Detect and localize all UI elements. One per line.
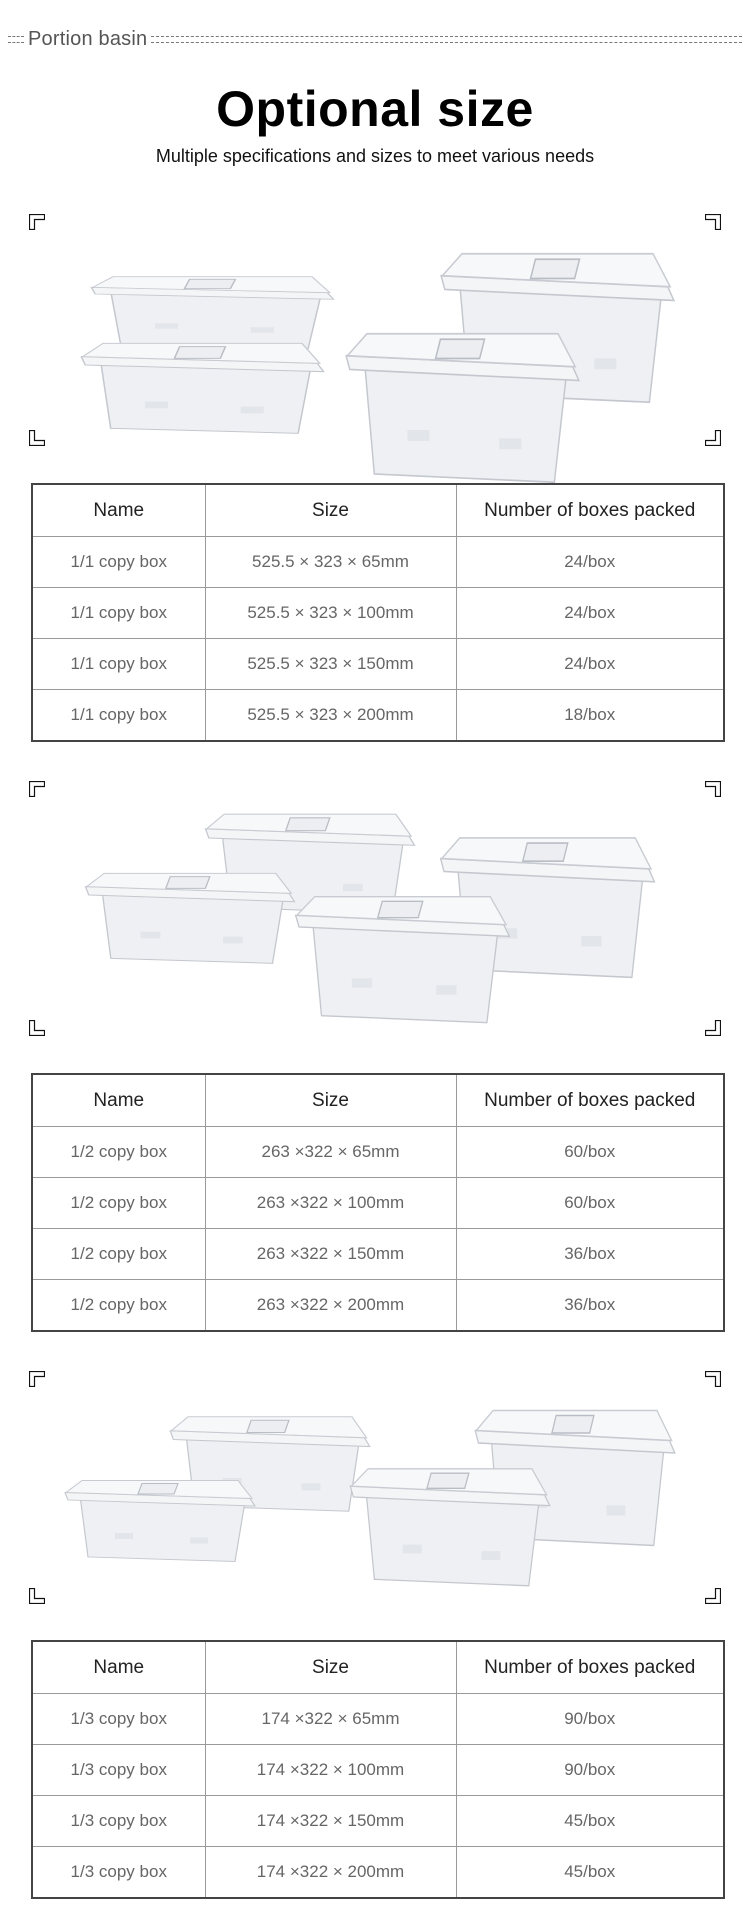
cell-name: 1/2 copy box — [32, 1178, 205, 1229]
table-row — [32, 639, 724, 690]
cell-name: 1/2 copy box — [32, 1127, 205, 1178]
corner-bracket-icon — [29, 1588, 45, 1604]
table-row — [32, 588, 724, 639]
cell-name: 1/2 copy box — [32, 1229, 205, 1280]
column-header-packed: Number of boxes packed — [456, 484, 724, 537]
corner-bracket-icon — [705, 214, 721, 230]
cell-name: 1/1 copy box — [32, 690, 205, 742]
section-label: Portion basin — [28, 27, 148, 50]
table-row — [32, 1178, 724, 1229]
cell-size: 525.5 × 323 × 200mm — [205, 690, 456, 742]
corner-bracket-icon — [705, 430, 721, 446]
corner-bracket-icon — [29, 1371, 45, 1387]
product-image — [60, 240, 690, 430]
column-header-name: Name — [32, 1074, 205, 1127]
cell-packed: 45/box — [456, 1847, 724, 1899]
corner-bracket-icon — [29, 430, 45, 446]
dashed-divider-right — [151, 36, 742, 43]
table-row — [32, 690, 724, 742]
cell-size: 174 ×322 × 65mm — [205, 1694, 456, 1745]
cell-packed: 60/box — [456, 1178, 724, 1229]
cell-size: 525.5 × 323 × 150mm — [205, 639, 456, 690]
table-header-row — [32, 484, 724, 537]
page-title: Optional size — [216, 81, 534, 137]
cell-packed: 90/box — [456, 1694, 724, 1745]
table-row — [32, 1745, 724, 1796]
cell-packed: 24/box — [456, 639, 724, 690]
cell-packed: 36/box — [456, 1280, 724, 1332]
cell-name: 1/1 copy box — [32, 588, 205, 639]
table-header-row — [32, 1074, 724, 1127]
corner-bracket-icon — [705, 1588, 721, 1604]
cell-size: 263 ×322 × 65mm — [205, 1127, 456, 1178]
table-row — [32, 1694, 724, 1745]
cell-name: 1/3 copy box — [32, 1847, 205, 1899]
corner-bracket-icon — [29, 1020, 45, 1036]
corner-bracket-icon — [705, 1371, 721, 1387]
column-header-packed: Number of boxes packed — [456, 1641, 724, 1694]
cell-size: 263 ×322 × 150mm — [205, 1229, 456, 1280]
column-header-packed: Number of boxes packed — [456, 1074, 724, 1127]
cell-size: 174 ×322 × 150mm — [205, 1796, 456, 1847]
cell-name: 1/3 copy box — [32, 1796, 205, 1847]
column-header-size: Size — [205, 1074, 456, 1127]
cell-packed: 90/box — [456, 1745, 724, 1796]
cell-name: 1/2 copy box — [32, 1280, 205, 1332]
cell-name: 1/1 copy box — [32, 639, 205, 690]
section-header — [8, 26, 742, 52]
table-row — [32, 537, 724, 588]
cell-size: 525.5 × 323 × 65mm — [205, 537, 456, 588]
cell-size: 174 ×322 × 100mm — [205, 1745, 456, 1796]
cell-name: 1/3 copy box — [32, 1694, 205, 1745]
spec-table — [31, 1640, 725, 1899]
cell-packed: 18/box — [456, 690, 724, 742]
cell-packed: 45/box — [456, 1796, 724, 1847]
page-subtitle: Multiple specifications and sizes to meet various needs — [155, 146, 595, 166]
column-header-size: Size — [205, 1641, 456, 1694]
table-row — [32, 1847, 724, 1899]
column-header-name: Name — [32, 484, 205, 537]
corner-bracket-icon — [29, 214, 45, 230]
corner-bracket-icon — [705, 781, 721, 797]
cell-size: 174 ×322 × 200mm — [205, 1847, 456, 1899]
cell-packed: 24/box — [456, 537, 724, 588]
cell-size: 263 ×322 × 100mm — [205, 1178, 456, 1229]
cell-packed: 60/box — [456, 1127, 724, 1178]
product-image — [60, 1398, 690, 1588]
corner-bracket-icon — [29, 781, 45, 797]
table-header-row — [32, 1641, 724, 1694]
spec-table — [31, 483, 725, 742]
corner-bracket-icon — [705, 1020, 721, 1036]
dashed-divider-left — [8, 36, 24, 43]
cell-size: 263 ×322 × 200mm — [205, 1280, 456, 1332]
table-row — [32, 1229, 724, 1280]
cell-packed: 24/box — [456, 588, 724, 639]
table-row — [32, 1280, 724, 1332]
table-row — [32, 1796, 724, 1847]
column-header-name: Name — [32, 1641, 205, 1694]
column-header-size: Size — [205, 484, 456, 537]
product-image — [60, 805, 690, 1020]
cell-packed: 36/box — [456, 1229, 724, 1280]
cell-size: 525.5 × 323 × 100mm — [205, 588, 456, 639]
cell-name: 1/3 copy box — [32, 1745, 205, 1796]
table-row — [32, 1127, 724, 1178]
spec-table — [31, 1073, 725, 1332]
cell-name: 1/1 copy box — [32, 537, 205, 588]
